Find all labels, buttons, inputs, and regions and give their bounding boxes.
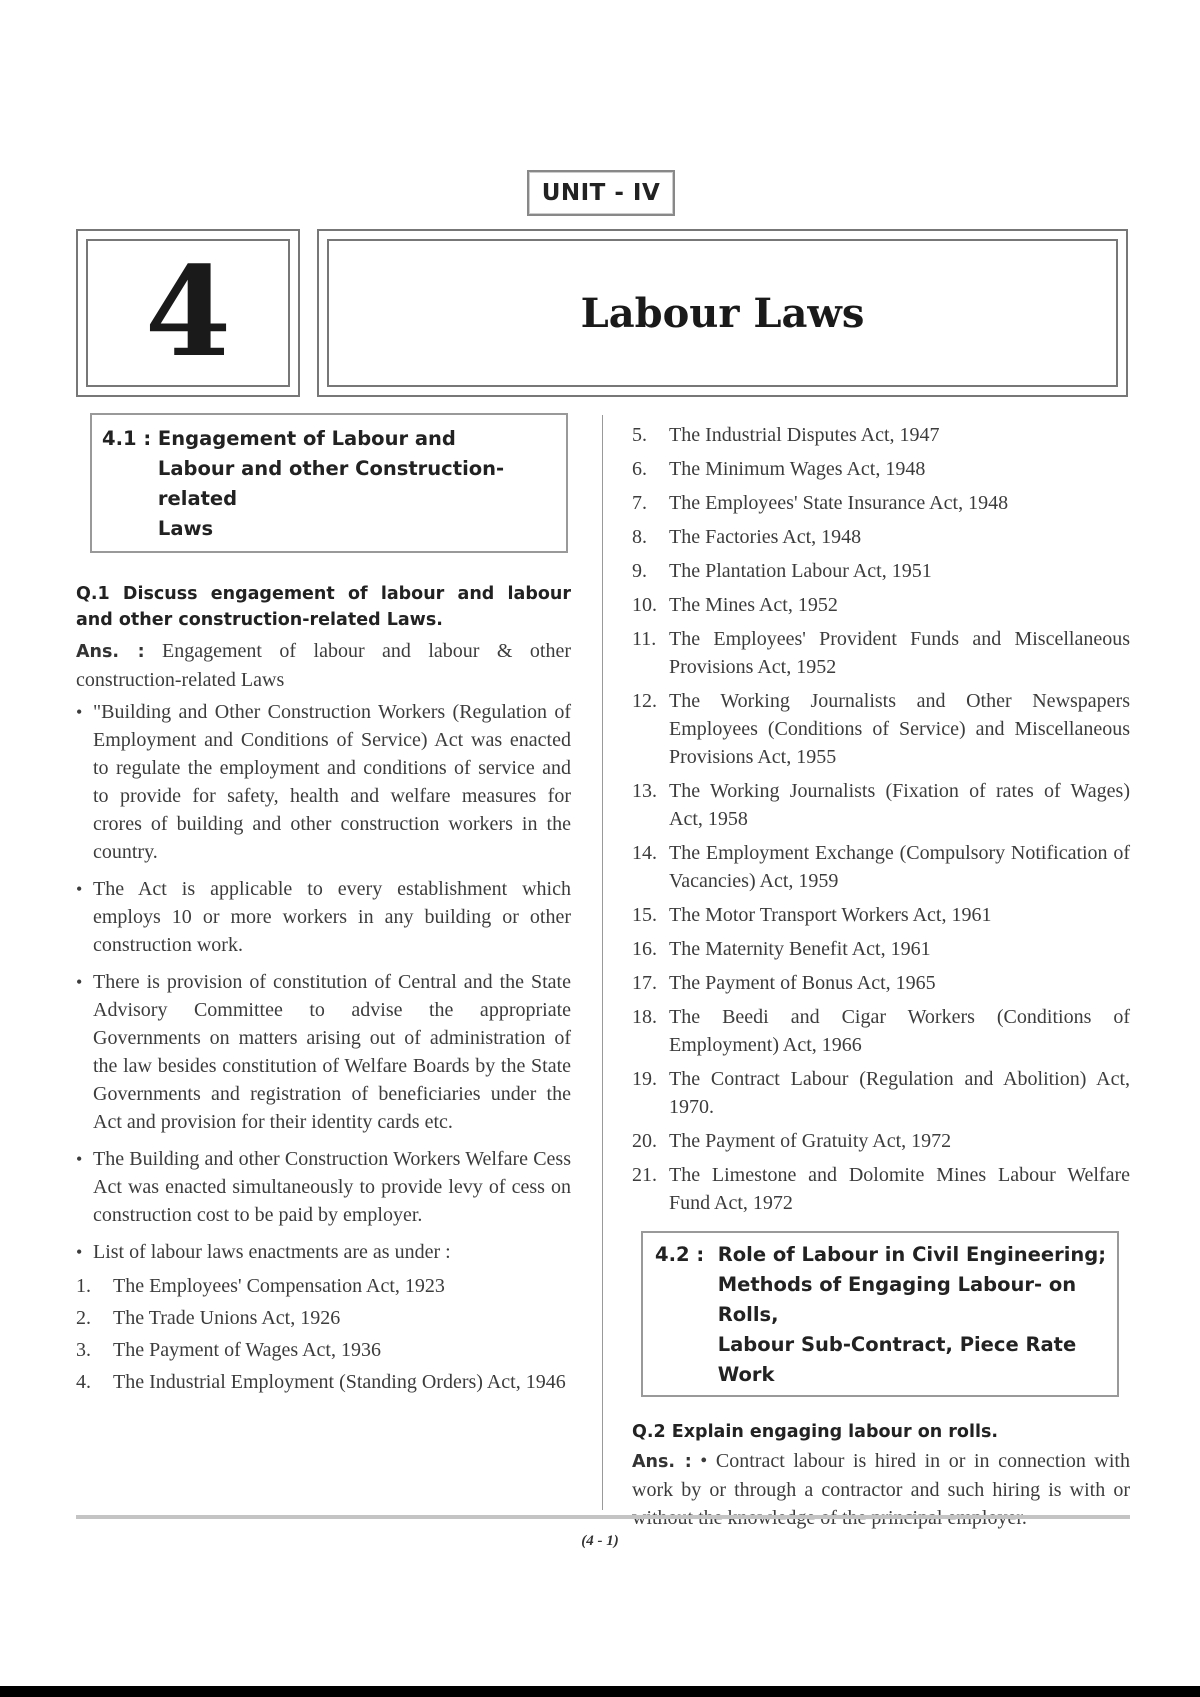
bullet-item <box>76 1238 571 1266</box>
chapter-title-box <box>317 229 1128 397</box>
law-item <box>76 1336 571 1364</box>
law-item <box>632 591 1130 619</box>
law-title: The Employees' Provident Funds and Miscellaneous Provisions Act, 1952 <box>669 628 1130 678</box>
law-number: 2. <box>76 1307 91 1329</box>
law-item <box>632 1065 1130 1121</box>
law-title: The Motor Transport Workers Act, 1961 <box>669 904 992 926</box>
section-number: 4.1 : <box>102 427 158 450</box>
law-title: The Contract Labour (Regulation and Abolition) Act, 1970. <box>669 1068 1130 1118</box>
section-title-line: Labour and other Construction-related <box>157 457 505 510</box>
law-number: 1. <box>76 1275 91 1297</box>
section-title-line: Methods of Engaging Labour- on Rolls, <box>717 1273 1077 1326</box>
law-title: The Industrial Disputes Act, 1947 <box>669 424 940 446</box>
bullet-icon: • <box>76 879 83 899</box>
laws-list <box>632 421 1130 1217</box>
left-column <box>76 413 571 1396</box>
bullet-text: List of labour laws enactments are as under : <box>93 1241 451 1263</box>
law-number: 5. <box>632 424 647 446</box>
footer-rule <box>76 1515 1130 1519</box>
law-item <box>632 687 1130 771</box>
bullet-item <box>76 1145 571 1229</box>
law-number: 6. <box>632 458 647 480</box>
chapter-title: Labour Laws <box>580 289 865 337</box>
bullet-text: There is provision of constitution of Central and the State Advisory Committee to advise the appropriate Governments on matters arising out of administration of the law besides constitution of Welfare Boards by the State Governments and registration of beneficiaries under the Act and provision for their identity cards etc. <box>93 971 571 1133</box>
chapter-number: 4 <box>144 240 232 385</box>
law-title: The Employees' Compensation Act, 1923 <box>113 1275 445 1297</box>
question-2: Q.2 Explain engaging labour on rolls. <box>632 1422 999 1442</box>
law-number: 20. <box>632 1130 657 1152</box>
law-item <box>632 1127 1130 1155</box>
law-title: The Employees' State Insurance Act, 1948 <box>669 492 1009 514</box>
law-item <box>76 1272 571 1300</box>
law-item <box>632 1003 1130 1059</box>
law-title: The Minimum Wages Act, 1948 <box>669 458 926 480</box>
law-title: The Working Journalists and Other Newspapers Employees (Conditions of Service) and Miscellaneous Provisions Act, 1955 <box>669 690 1130 768</box>
law-title: The Plantation Labour Act, 1951 <box>669 560 932 582</box>
bullet-item <box>76 968 571 1136</box>
law-title: The Factories Act, 1948 <box>669 526 862 548</box>
question-1: Q.1 Discuss engagement of labour and labour and other construction-related Laws. <box>76 584 571 630</box>
law-number: 7. <box>632 492 647 514</box>
law-item <box>76 1304 571 1332</box>
law-number: 13. <box>632 780 657 802</box>
section-title-line: Engagement of Labour and <box>157 427 456 450</box>
chapter-number-box <box>76 229 300 397</box>
section-title-line: Role of Labour in Civil Engineering; <box>717 1243 1107 1266</box>
bullet-list <box>76 698 571 1266</box>
answer-label: Ans. : <box>76 642 145 662</box>
answer-2 <box>632 1447 1130 1532</box>
right-column <box>632 421 1130 1532</box>
answer-label: Ans. : <box>632 1452 692 1472</box>
section-4-1-heading <box>90 413 568 553</box>
laws-list <box>76 1272 571 1396</box>
law-title: The Mines Act, 1952 <box>669 594 838 616</box>
answer-text: • Contract labour is hired in or in connection with work by or through a contractor and such hiring is with or <box>632 1450 1130 1501</box>
section-title-line: Labour Sub-Contract, Piece Rate Work <box>717 1333 1077 1386</box>
unit-label: UNIT - IV <box>527 170 675 216</box>
bullet-text: The Building and other Construction Workers Welfare Cess Act was enacted simultaneously to provide levy of cess on construction cost to be paid by employer. <box>93 1148 571 1226</box>
law-number: 9. <box>632 560 647 582</box>
law-title: The Trade Unions Act, 1926 <box>113 1307 341 1329</box>
law-number: 17. <box>632 972 657 994</box>
law-number: 21. <box>632 1164 657 1186</box>
law-item <box>632 839 1130 895</box>
bullet-icon: • <box>76 1149 83 1169</box>
law-item <box>632 935 1130 963</box>
law-title: The Payment of Gratuity Act, 1972 <box>669 1130 952 1152</box>
law-number: 3. <box>76 1339 91 1361</box>
bullet-text: The Act is applicable to every establishment which employs 10 or more workers in any building or other construction work. <box>93 878 571 956</box>
law-title: The Beedi and Cigar Workers (Conditions of Employment) Act, 1966 <box>669 1006 1130 1056</box>
page-number: (4 - 1) <box>581 1533 619 1549</box>
bullet-icon: • <box>76 1242 83 1262</box>
law-number: 4. <box>76 1371 91 1393</box>
law-number: 10. <box>632 594 657 616</box>
law-number: 18. <box>632 1006 657 1028</box>
section-4-2-heading <box>641 1231 1119 1397</box>
law-number: 14. <box>632 842 657 864</box>
law-title: The Payment of Wages Act, 1936 <box>113 1339 381 1361</box>
law-item <box>632 625 1130 681</box>
law-title: The Limestone and Dolomite Mines Labour Welfare Fund Act, 1972 <box>669 1164 1130 1214</box>
law-item <box>632 523 1130 551</box>
bottom-bar <box>0 1686 1200 1697</box>
section-title-line: Laws <box>157 517 214 540</box>
law-number: 8. <box>632 526 647 548</box>
law-number: 11. <box>632 628 657 650</box>
column-divider <box>602 415 603 1510</box>
law-item <box>632 489 1130 517</box>
law-title: The Maternity Benefit Act, 1961 <box>669 938 931 960</box>
section-number: 4.2 : <box>655 1243 718 1266</box>
law-title: The Industrial Employment (Standing Orders) Act, 1946 <box>113 1371 566 1393</box>
law-number: 16. <box>632 938 657 960</box>
law-item <box>632 777 1130 833</box>
bullet-item <box>76 698 571 866</box>
bullet-icon: • <box>76 702 83 722</box>
law-number: 12. <box>632 690 657 712</box>
law-number: 15. <box>632 904 657 926</box>
law-title: The Payment of Bonus Act, 1965 <box>669 972 936 994</box>
law-item <box>76 1368 571 1396</box>
answer-1-intro <box>76 637 571 694</box>
law-item <box>632 455 1130 483</box>
law-item <box>632 969 1130 997</box>
law-number: 19. <box>632 1068 657 1090</box>
law-item <box>632 557 1130 585</box>
law-item <box>632 421 1130 449</box>
law-item <box>632 901 1130 929</box>
answer-text: Engagement of labour and labour & other construction-related Laws <box>76 640 571 691</box>
bullet-item <box>76 875 571 959</box>
law-title: The Working Journalists (Fixation of rates of Wages) Act, 1958 <box>669 780 1130 830</box>
law-title: The Employment Exchange (Compulsory Notification of Vacancies) Act, 1959 <box>669 842 1130 892</box>
bullet-text: "Building and Other Construction Workers (Regulation of Employment and Conditions of Service) Act was enacted to regulate the employment and conditions of service and to provide for safety, health and welfare measures for crores of building and other construction workers in the country. <box>93 701 571 863</box>
bullet-icon: • <box>76 972 83 992</box>
law-item <box>632 1161 1130 1217</box>
